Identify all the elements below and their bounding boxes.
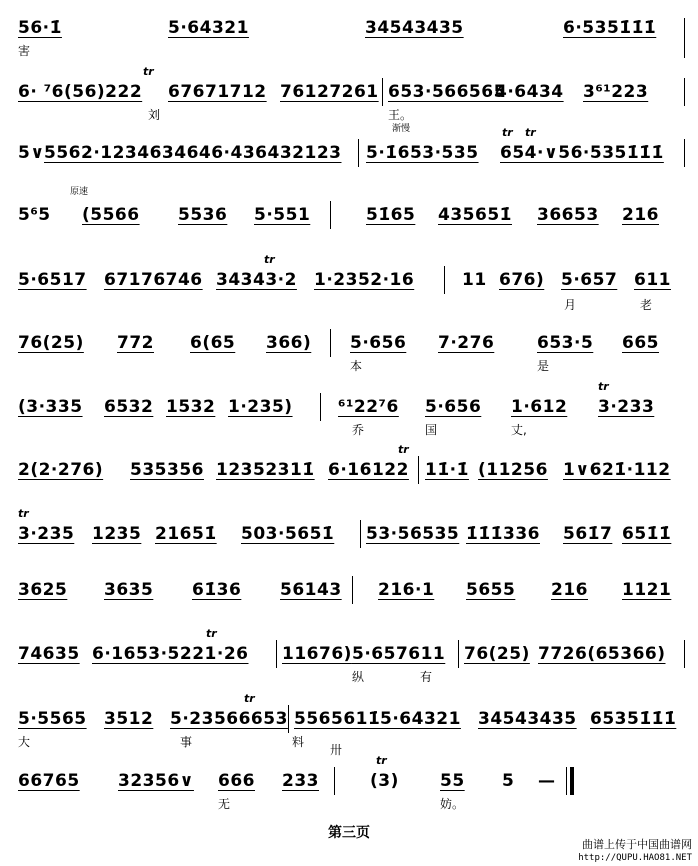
barline bbox=[418, 456, 419, 484]
measure: 1̇1̇1̇336 bbox=[466, 524, 540, 544]
measure: 653·566565 bbox=[388, 82, 506, 102]
credit-url: http://QUPU.HAO81.NET bbox=[578, 853, 692, 863]
barline bbox=[684, 78, 685, 106]
trill-mark: tr bbox=[143, 65, 154, 78]
trill-mark: tr bbox=[398, 443, 409, 456]
measure: 66765 bbox=[18, 771, 80, 791]
lyric: 卅 bbox=[330, 743, 343, 757]
measure: 5·551 bbox=[254, 205, 311, 225]
measure: 5·64321 bbox=[380, 709, 461, 729]
measure: 5536 bbox=[178, 205, 228, 225]
barline bbox=[444, 266, 445, 294]
measure: 216·1 bbox=[378, 580, 435, 600]
lyric: 纵 bbox=[352, 670, 365, 684]
measure: 4·6434 bbox=[495, 82, 564, 102]
measure: 216 bbox=[622, 205, 659, 225]
lyric: 大 bbox=[18, 735, 31, 749]
measure: 6· ⁷6(56)222 bbox=[18, 82, 143, 102]
measure: 676) bbox=[499, 270, 545, 290]
measure: 7726(65366) bbox=[538, 644, 666, 664]
lyric: 害 bbox=[18, 44, 31, 58]
measure: 6·16122 bbox=[328, 460, 409, 480]
measure: 5·656 bbox=[425, 397, 482, 417]
barline bbox=[360, 520, 361, 548]
barline bbox=[382, 78, 383, 106]
measure: 654·∨56·5351̇1̇1̇ bbox=[500, 143, 664, 163]
measure: 6532 bbox=[104, 397, 154, 417]
trill-mark: tr bbox=[244, 692, 255, 705]
measure: 56143 bbox=[280, 580, 342, 600]
measure: 535356 bbox=[130, 460, 204, 480]
barline bbox=[276, 640, 277, 668]
trill-mark: tr bbox=[18, 507, 29, 520]
measure: 5∨ bbox=[18, 143, 45, 163]
measure: 34543435 bbox=[478, 709, 577, 729]
measure: 5·23566653 bbox=[170, 709, 288, 729]
measure: 1·235) bbox=[228, 397, 293, 417]
lyric: 刘 bbox=[148, 108, 161, 122]
measure: (3·335 bbox=[18, 397, 83, 417]
measure: 34343·2 bbox=[216, 270, 297, 290]
measure: 76(25) bbox=[464, 644, 530, 664]
measure: 67176746 bbox=[104, 270, 203, 290]
measure: 3·233 bbox=[598, 397, 655, 417]
measure: (11256 bbox=[478, 460, 548, 480]
measure: 5655 bbox=[466, 580, 516, 600]
lyric: 妨。 bbox=[440, 797, 465, 811]
measure: 772 bbox=[117, 333, 154, 353]
lyric: 是 bbox=[537, 359, 550, 373]
measure: 653·5 bbox=[537, 333, 594, 353]
barline bbox=[684, 139, 685, 167]
lyric: 国 bbox=[425, 423, 438, 437]
measure: 36653 bbox=[537, 205, 599, 225]
measure: 61̇36 bbox=[192, 580, 242, 600]
measure: 34543435 bbox=[365, 18, 464, 38]
measure: 651̇1̇ bbox=[622, 524, 672, 544]
credit-text: 曲谱上传于中国曲谱网 bbox=[582, 838, 692, 851]
measure: ⁶¹22⁷6 bbox=[338, 397, 399, 417]
lyric: 有 bbox=[420, 670, 433, 684]
measure: 1532 bbox=[166, 397, 216, 417]
measure: 5·6517 bbox=[18, 270, 87, 290]
measure: — bbox=[538, 771, 556, 791]
measure: 3⁶¹223 bbox=[583, 82, 649, 102]
lyric: 事 bbox=[180, 735, 193, 749]
barline bbox=[358, 139, 359, 167]
measure: 5565611̇ bbox=[294, 709, 381, 729]
measure: 216 bbox=[551, 580, 588, 600]
measure: 5 bbox=[502, 771, 515, 791]
lyric: 丈, bbox=[511, 423, 527, 437]
measure: 5·657611 bbox=[352, 644, 446, 664]
measure: 366) bbox=[266, 333, 312, 353]
measure: 2(2·276) bbox=[18, 460, 104, 480]
measure: 11̇·1̇ bbox=[425, 460, 469, 480]
lyric: 王。 bbox=[388, 108, 413, 122]
lyric: 渐慢 bbox=[392, 124, 411, 134]
measure: 5⁶5 bbox=[18, 205, 51, 225]
measure: 5·657 bbox=[561, 270, 618, 290]
final-barline-thick bbox=[570, 767, 574, 795]
measure: 1·2352·16 bbox=[314, 270, 415, 290]
measure: 12352311̇ bbox=[216, 460, 315, 480]
measure: 32356∨ bbox=[118, 771, 194, 791]
tempo-mark: 原速 bbox=[70, 187, 89, 197]
measure: 65351̇1̇1̇ bbox=[590, 709, 677, 729]
measure: 3635 bbox=[104, 580, 154, 600]
lyric: 料 bbox=[292, 735, 305, 749]
measure: (5566 bbox=[82, 205, 140, 225]
measure: 3·235 bbox=[18, 524, 75, 544]
measure: 1∨621̇·112 bbox=[563, 460, 671, 480]
barline bbox=[330, 329, 331, 357]
measure: 1235 bbox=[92, 524, 142, 544]
measure: 1121 bbox=[622, 580, 672, 600]
measure: 5·64321 bbox=[168, 18, 249, 38]
barline bbox=[684, 18, 685, 58]
measure: 5·656 bbox=[350, 333, 407, 353]
lyric: 乔 bbox=[352, 423, 365, 437]
barline bbox=[458, 640, 459, 668]
measure: 76127261 bbox=[280, 82, 379, 102]
measure: 666 bbox=[218, 771, 255, 791]
measure: 76(25) bbox=[18, 333, 84, 353]
lyric: 老 bbox=[640, 298, 653, 312]
measure: 56·1̇ bbox=[18, 18, 62, 38]
measure: 611 bbox=[634, 270, 671, 290]
barline bbox=[288, 705, 289, 733]
lyric: 本 bbox=[350, 359, 363, 373]
trill-mark: tr bbox=[525, 126, 536, 139]
measure: 6(65 bbox=[190, 333, 236, 353]
measure: 21651̇ bbox=[155, 524, 217, 544]
measure: 1·612 bbox=[511, 397, 568, 417]
page-label: 第三页 bbox=[328, 825, 370, 841]
measure: 53·56535 bbox=[366, 524, 460, 544]
trill-mark: tr bbox=[598, 380, 609, 393]
measure: (3) bbox=[370, 771, 399, 791]
measure: 55 bbox=[440, 771, 465, 791]
barline bbox=[352, 576, 353, 604]
measure: 6·5351̇1̇1̇ bbox=[563, 18, 657, 38]
trill-mark: tr bbox=[206, 627, 217, 640]
measure: 5·5565 bbox=[18, 709, 87, 729]
measure: 233 bbox=[282, 771, 319, 791]
barline bbox=[320, 393, 321, 421]
trill-mark: tr bbox=[502, 126, 513, 139]
trill-mark: tr bbox=[376, 754, 387, 767]
barline bbox=[330, 201, 331, 229]
lyric: 月 bbox=[564, 298, 577, 312]
measure: 6·1653·5221·26 bbox=[92, 644, 249, 664]
lyric: 无 bbox=[218, 797, 231, 811]
measure: 11676) bbox=[282, 644, 352, 664]
measure: 435651̇ bbox=[438, 205, 512, 225]
measure: 5562·1234634646·436432123 bbox=[44, 143, 342, 163]
measure: 51̇65 bbox=[366, 205, 416, 225]
measure: 74635 bbox=[18, 644, 80, 664]
measure: 665 bbox=[622, 333, 659, 353]
measure: 561̇7 bbox=[563, 524, 613, 544]
barline bbox=[334, 767, 335, 795]
measure: 11 bbox=[462, 270, 487, 290]
measure: 7·276 bbox=[438, 333, 495, 353]
barline bbox=[684, 640, 685, 668]
final-barline-thin bbox=[566, 767, 567, 795]
measure: 67671712 bbox=[168, 82, 267, 102]
measure: 5·1̇653·535 bbox=[366, 143, 479, 163]
measure: 3512 bbox=[104, 709, 154, 729]
measure: 503·5651̇ bbox=[241, 524, 335, 544]
measure: 3625 bbox=[18, 580, 68, 600]
trill-mark: tr bbox=[264, 253, 275, 266]
